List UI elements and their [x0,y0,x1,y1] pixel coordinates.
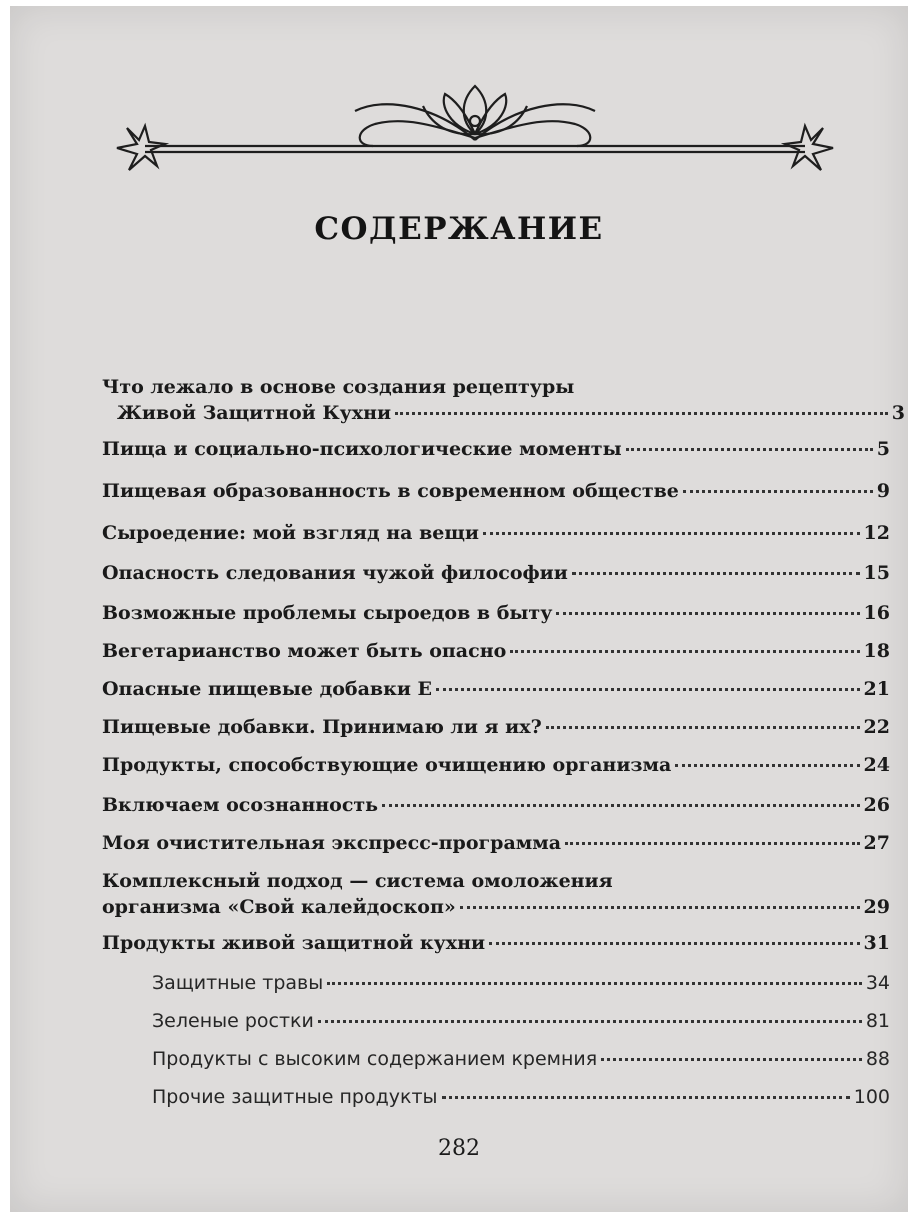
toc-entry-title: Включаем осознанность [102,794,379,816]
page-number: 282 [438,1136,480,1161]
toc-entry-title: Продукты с высоким содержанием кремния [152,1048,598,1070]
toc-entry-page: 9 [876,480,890,502]
toc-entry-page: 15 [863,562,890,584]
toc-entry [102,478,890,504]
leader-dots [683,489,873,493]
leader-dots [565,841,859,845]
page-title: СОДЕРЖАНИЕ [314,211,604,247]
leader-dots [546,725,860,729]
toc-entry [102,868,890,920]
leader-dots [382,803,859,807]
toc-entry [102,560,890,586]
leader-dots [483,531,860,535]
toc-entry-page: 22 [863,716,890,738]
toc-entry [102,374,905,426]
leader-dots [327,981,862,985]
toc-entry-title-line: Живой Защитной Кухни [117,402,392,424]
toc-entry [102,930,890,956]
leader-dots [572,571,860,575]
toc-entry [102,520,890,546]
toc-entry-title: Вегетарианство может быть опасно [102,640,507,662]
toc-entry [102,436,890,462]
leader-dots [556,611,859,615]
toc-entry-page: 12 [863,522,890,544]
leader-dots [318,1019,862,1023]
leader-dots [395,411,888,415]
toc-entry-title: Продукты живой защитной кухни [102,932,486,954]
toc-entry-page: 27 [863,832,890,854]
toc-subentry [152,1084,890,1110]
leader-dots [489,941,859,945]
toc-entry [102,638,890,664]
toc-entry-title: Опасность следования чужой философии [102,562,568,584]
toc-entry-title: Продукты, способствующие очищению организма [102,754,672,776]
toc-entry [102,752,890,778]
toc-entry-title: Пищевые добавки. Принимаю ли я их? [102,716,542,738]
leader-dots [626,447,873,451]
toc-entry-page: 18 [863,640,890,662]
toc-entry-page: 5 [876,438,890,460]
toc-entry-title-line: Что лежало в основе создания рецептуры [102,376,575,398]
toc-entry [102,830,890,856]
toc-entry-page: 34 [865,972,890,994]
leader-dots [460,905,860,909]
toc-entry-title: Пищевая образованность в современном обществе [102,480,679,502]
toc-entry [102,792,890,818]
leader-dots [442,1095,850,1099]
leader-dots [510,649,859,653]
toc-entry-page: 29 [863,896,890,918]
toc-entry-title: Моя очистительная экспресс-программа [102,832,562,854]
toc-entry-title-line: Комплексный подход — система омоложения [102,870,613,892]
leader-dots [601,1057,862,1061]
toc-entry-title: Пища и социально-психологические моменты [102,438,622,460]
toc-entry-title-line: организма «Свой калейдоскоп» [102,896,456,918]
toc-entry-page: 26 [863,794,890,816]
leader-dots [675,763,859,767]
toc-entry-title: Сыроедение: мой взгляд на вещи [102,522,480,544]
toc-entry-page: 81 [865,1010,890,1032]
toc-subentry [152,970,890,996]
toc-entry-title: Зеленые ростки [152,1010,314,1032]
toc-entry [102,714,890,740]
toc-entry-page: 100 [853,1086,890,1108]
toc-entry-title: Опасные пищевые добавки Е [102,678,433,700]
toc-entry-title: Прочие защитные продукты [152,1086,438,1108]
toc-entry-title: Возможные проблемы сыроедов в быту [102,602,553,624]
toc-entry-page: 24 [863,754,890,776]
toc-subentry [152,1008,890,1034]
toc-subentry [152,1046,890,1072]
toc-entry [102,600,890,626]
toc-entry [102,676,890,702]
toc-entry-page: 21 [863,678,890,700]
toc-entry-page: 16 [863,602,890,624]
book-page [10,6,908,1212]
leader-dots [436,687,860,691]
toc-entry-page: 88 [865,1048,890,1070]
toc-entry-page: 31 [863,932,890,954]
ornament-header [105,66,845,186]
toc-entry-page: 3 [891,402,905,424]
toc-entry-title: Защитные травы [152,972,324,994]
